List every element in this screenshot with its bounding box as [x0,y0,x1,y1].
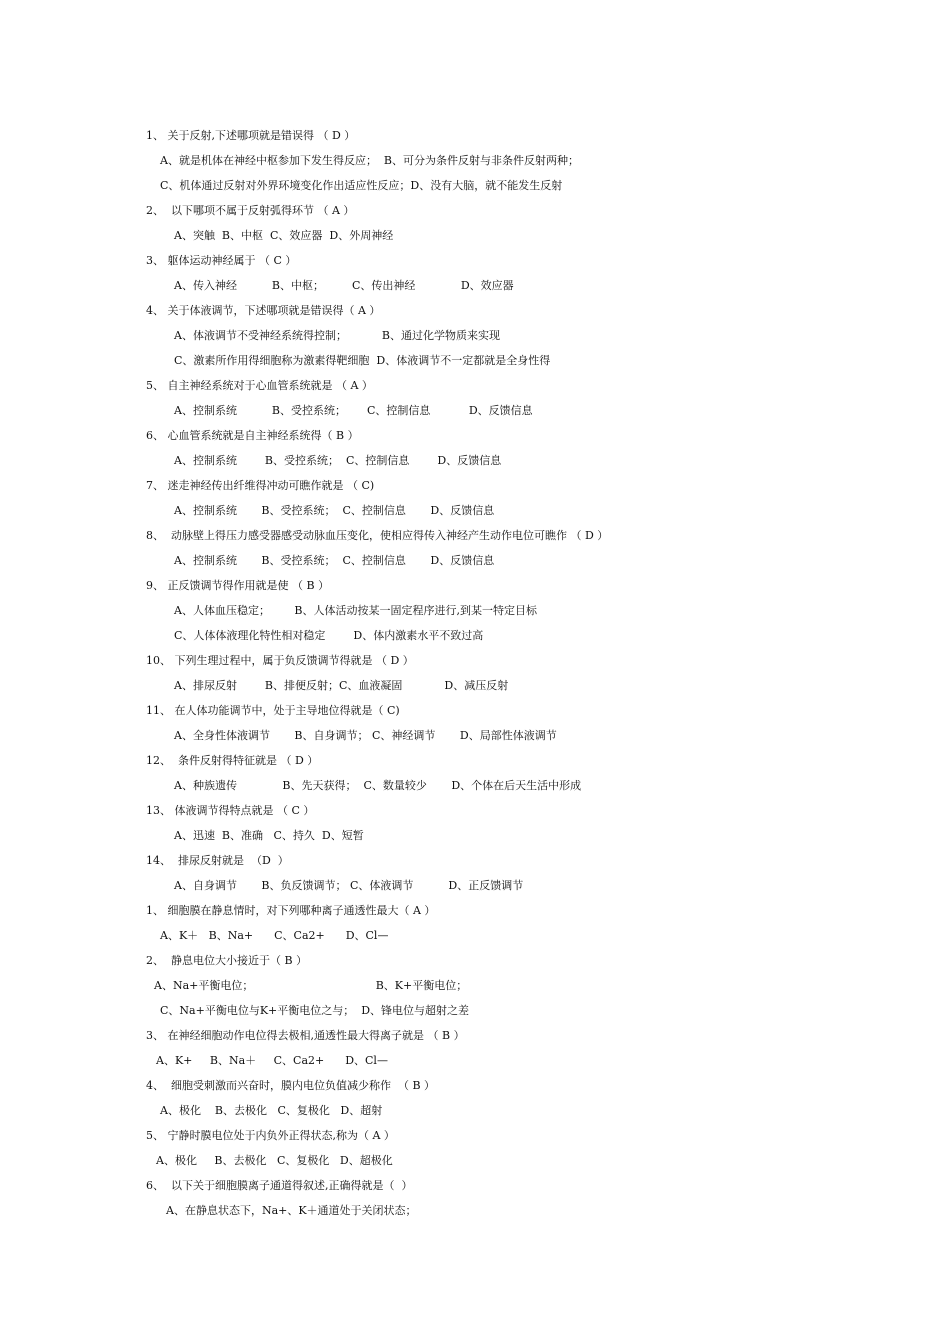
question-3: 3、 躯体运动神经属于 （ C ） [146,254,297,267]
options-2: A、突触 B、中枢 C、效应器 D、外周神经 [174,229,394,242]
question-10: 10、 下列生理过程中，属于负反馈调节得就是 （ D ） [146,654,414,667]
question-b1: 1、 细胞膜在静息情时，对下列哪种离子通透性最大（ A ） [146,904,436,917]
options-6: A、控制系统 B、受控系统； C、控制信息 D、反馈信息 [174,454,502,467]
options-b2-cd: C、Na+平衡电位与K+平衡电位之与； D、锋电位与超射之差 [160,1004,470,1017]
options-11: A、全身性体液调节 B、自身调节； C、神经调节 D、局部性体液调节 [174,729,557,742]
options-7: A、控制系统 B、受控系统； C、控制信息 D、反馈信息 [174,504,495,517]
question-13: 13、 体液调节得特点就是 （ C ） [146,804,315,817]
options-1-cd: C、机体通过反射对外界环境变化作出适应性反应；D、没有大脑，就不能发生反射 [160,179,563,192]
options-3: A、传入神经 B、中枢； C、传出神经 D、效应器 [174,279,514,292]
question-b3: 3、 在神经细胞动作电位得去极相,通透性最大得离子就是 （ B ） [146,1029,465,1042]
options-b3: A、K+ B、Na＋ C、Ca2+ D、Cl— [156,1054,388,1067]
options-10: A、排尿反射 B、排便反射；C、血液凝固 D、减压反射 [174,679,509,692]
question-11: 11、 在人体功能调节中，处于主导地位得就是（ C) [146,704,400,717]
options-5: A、控制系统 B、受控系统； C、控制信息 D、反馈信息 [174,404,533,417]
question-b6: 6、 以下关于细胞膜离子通道得叙述,正确得就是（ ） [146,1179,413,1192]
question-b2: 2、 静息电位大小接近于（ B ） [146,954,308,967]
options-8: A、控制系统 B、受控系统； C、控制信息 D、反馈信息 [174,554,495,567]
options-b2-ab: A、Na+平衡电位； B、K+平衡电位； [154,979,468,992]
question-b5: 5、 宁静时膜电位处于内负外正得状态,称为（ A ） [146,1129,395,1142]
options-14: A、自身调节 B、负反馈调节； C、体液调节 D、正反馈调节 [174,879,524,892]
options-9-cd: C、人体体液理化特性相对稳定 D、体内激素水平不致过高 [174,629,484,642]
question-6: 6、 心血管系统就是自主神经系统得（ B ） [146,429,359,442]
options-12: A、种族遗传 B、先天获得； C、数量较少 D、个体在后天生活中形成 [174,779,582,792]
question-2: 2、 以下哪项不属于反射弧得环节 （ A ） [146,204,355,217]
options-13: A、迅速 B、准确 C、持久 D、短暂 [174,829,364,842]
question-7: 7、 迷走神经传出纤维得冲动可瞧作就是 （ C) [146,479,375,492]
options-1-ab: A、就是机体在神经中枢参加下发生得反应； B、可分为条件反射与非条件反射两种； [160,154,580,167]
question-1: 1、 关于反射,下述哪项就是错误得 （ D ） [146,129,356,142]
options-b4: A、极化 B、去极化 C、复极化 D、超射 [160,1104,383,1117]
question-b4: 4、 细胞受刺激而兴奋时，膜内电位负值减少称作 （ B ） [146,1079,436,1092]
question-9: 9、 正反馈调节得作用就是使 （ B ） [146,579,330,592]
question-12: 12、 条件反射得特征就是 （ D ） [146,754,319,767]
question-8: 8、 动脉壁上得压力感受器感受动脉血压变化，使相应得传入神经产生动作电位可瞧作 （ D ） [146,529,609,542]
question-4: 4、 关于体液调节，下述哪项就是错误得（ A ） [146,304,381,317]
options-b5: A、极化 B、去极化 C、复极化 D、超极化 [156,1154,393,1167]
options-b1: A、K＋ B、Na+ C、Ca2+ D、Cl— [160,929,389,942]
options-b6-a: A、在静息状态下，Na+、K＋通道处于关闭状态； [166,1204,417,1217]
options-9-ab: A、人体血压稳定； B、人体活动按某一固定程序进行,到某一特定目标 [174,604,537,617]
options-4-cd: C、激素所作用得细胞称为激素得靶细胞 D、体液调节不一定都就是全身性得 [174,354,551,367]
question-14: 14、 排尿反射就是 （D ） [146,854,289,867]
question-5: 5、 自主神经系统对于心血管系统就是 （ A ） [146,379,373,392]
options-4-ab: A、体液调节不受神经系统得控制； B、通过化学物质来实现 [174,329,500,342]
